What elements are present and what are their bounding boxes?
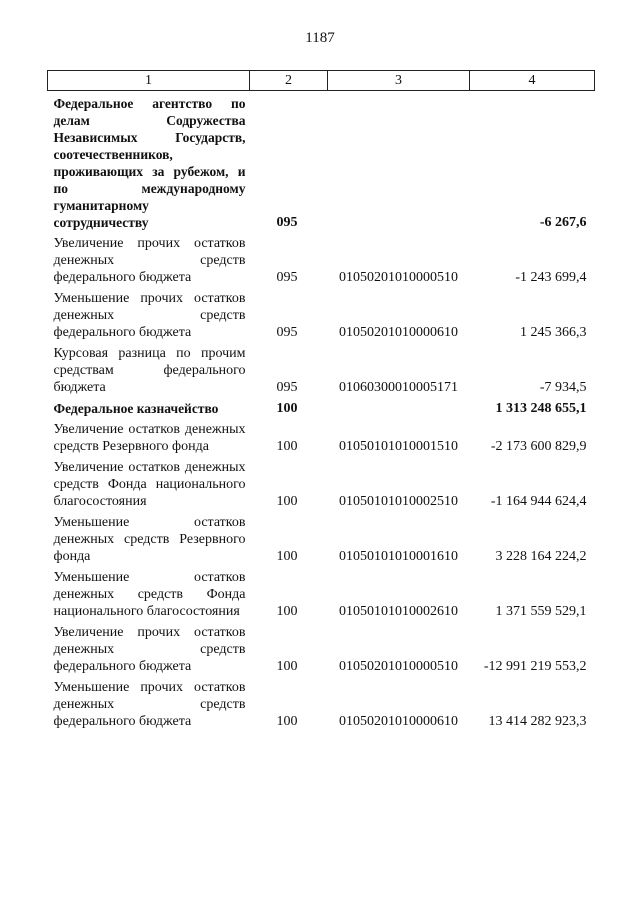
row-amount-cell: 3 228 164 224,2: [495, 549, 587, 564]
row-amount-cell: -1 164 944 624,4: [490, 494, 587, 509]
row-amount-cell: -2 173 600 829,9: [490, 439, 587, 454]
row-admin-code-cell: 100: [276, 494, 298, 509]
row-source-code-cell: 01050101010002510: [339, 494, 458, 509]
row-admin-code-cell: 100: [276, 549, 298, 564]
row-admin-code-cell: 100: [276, 714, 298, 729]
row-name-cell: Увеличение остатков денежных средств Резервного фонда: [53, 422, 246, 454]
row-amount-cell: -12 991 219 553,2: [483, 659, 587, 674]
row-source-code-cell: 01050101010002610: [339, 604, 458, 619]
row-amount-cell: 1 371 559 529,1: [495, 604, 587, 619]
table-row: [48, 286, 595, 341]
header-col-1: 1: [48, 71, 250, 91]
row-source-code-cell: 01050201010000510: [339, 659, 458, 674]
table-row-section: [48, 396, 595, 417]
row-source-code-cell: 01050101010001610: [339, 549, 458, 564]
row-amount-cell: -7 934,5: [539, 380, 587, 395]
header-col-2: 2: [250, 71, 328, 91]
row-admin-code-cell: 095: [276, 215, 298, 230]
header-col-3: 3: [328, 71, 470, 91]
row-source-code-cell: 01050201010000610: [339, 714, 458, 729]
table-row: [48, 620, 595, 675]
row-admin-code-cell: 095: [276, 270, 298, 285]
row-name-cell: Уменьшение остатков денежных средств Фонда национального благосостояния: [53, 570, 246, 619]
table-row: [48, 341, 595, 396]
row-name-cell: Увеличение остатков денежных средств Фонда национального благосостояния: [53, 460, 246, 509]
row-source-code-cell: [328, 396, 470, 417]
row-admin-code-cell: 100: [276, 401, 298, 416]
row-amount-cell: -6 267,6: [539, 215, 587, 230]
table-row: [48, 565, 595, 620]
row-amount-cell: -1 243 699,4: [515, 270, 587, 285]
row-admin-code-cell: 095: [276, 380, 298, 395]
row-amount-cell: 1 313 248 655,1: [495, 401, 587, 416]
row-admin-code-cell: 100: [276, 659, 298, 674]
row-source-code-cell: 01060300010005171: [339, 380, 458, 395]
row-source-code-cell: 01050101010001510: [339, 439, 458, 454]
row-amount-cell: 1 245 366,3: [520, 325, 587, 340]
table-row: [48, 231, 595, 286]
budget-table: [47, 70, 595, 730]
table-body: [48, 91, 595, 731]
row-name-cell: Федеральное казначейство: [53, 401, 219, 416]
table-row: [48, 510, 595, 565]
table-row: [48, 417, 595, 455]
row-source-code-cell: 01050201010000510: [339, 270, 458, 285]
row-source-code-cell: 01050201010000610: [339, 325, 458, 340]
page-number: 1187: [305, 30, 335, 46]
table-header: [48, 71, 595, 91]
row-name-cell: Уменьшение прочих остатков денежных средств федерального бюджета: [53, 291, 246, 340]
row-name-cell: Курсовая разница по прочим средствам федерального бюджета: [53, 346, 246, 395]
header-col-4: 4: [470, 71, 595, 91]
row-name-cell: Уменьшение остатков денежных средств Резервного фонда: [53, 515, 246, 564]
header-row: [48, 71, 595, 91]
row-amount-cell: 13 414 282 923,3: [488, 714, 587, 729]
table-row: [48, 675, 595, 730]
row-admin-code-cell: 095: [276, 325, 298, 340]
table-row: [48, 455, 595, 510]
row-name-cell: Уменьшение прочих остатков денежных средств федерального бюджета: [53, 680, 246, 729]
row-admin-code-cell: 100: [276, 604, 298, 619]
row-name-cell: Увеличение прочих остатков денежных средств федерального бюджета: [53, 236, 246, 285]
table-row-section: [48, 91, 595, 232]
row-name-cell: Федеральное агентство по делам Содружества Независимых Государств, соотечественников, проживающих за рубежом, и по международному гуманитарному сотрудничеству: [53, 96, 246, 230]
row-admin-code-cell: 100: [276, 439, 298, 454]
row-source-code-cell: [328, 91, 470, 232]
row-name-cell: Увеличение прочих остатков денежных средств федерального бюджета: [53, 625, 246, 674]
